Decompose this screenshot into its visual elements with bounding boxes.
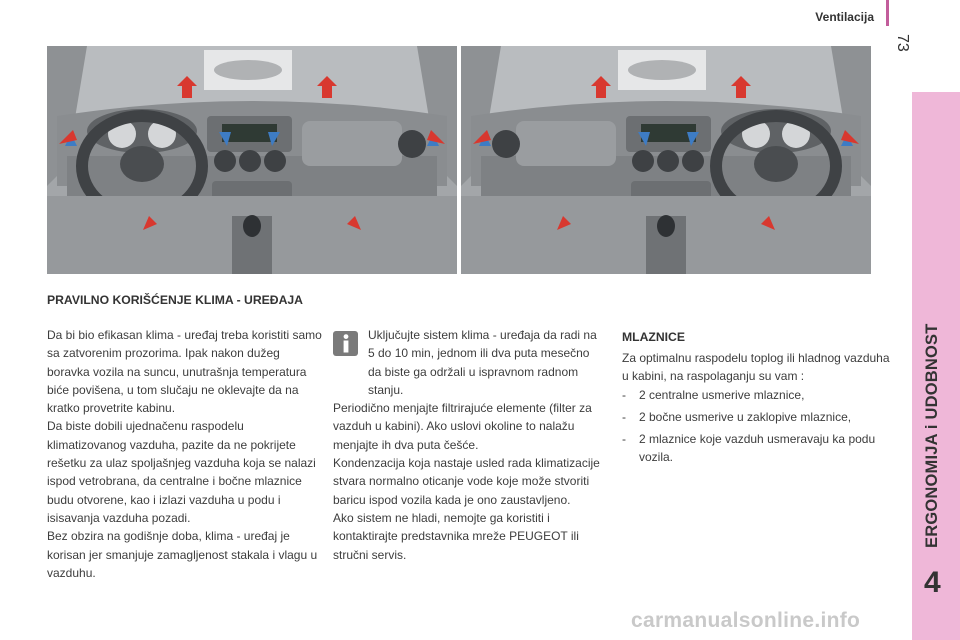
paragraph: Da bi bio efikasan klima - uređaj treba koristiti samo sa zatvorenim prozorima. Ipak nakon dužeg boravka vozila na suncu, unutrašnja temperatura biće povišena, u tom slučaju ne oklevajte da na kratko provetrite kabinu. bbox=[47, 328, 322, 416]
list-item bbox=[622, 386, 892, 404]
dashboard-airflow-illustration-right bbox=[461, 46, 871, 274]
list-item-text: 2 centralne usmerive mlaznice, bbox=[639, 387, 805, 402]
header-accent-rule bbox=[886, 0, 889, 26]
list-item bbox=[622, 430, 892, 467]
paragraph: Bez obzira na godišnje doba, klima - uređaj je korisan jer smanjuje zamagljenost stakala i vlagu u vazduhu. bbox=[47, 529, 318, 580]
page-number: 73 bbox=[894, 34, 911, 52]
watermark: carmanualsonline.info bbox=[631, 609, 861, 632]
paragraph: Ako sistem ne hladi, nemojte ga koristiti i kontaktirajte predstavnika mreže PEUGEOT ili stručni servis. bbox=[333, 510, 579, 562]
list-bullet: - bbox=[622, 409, 626, 424]
list-bullet: - bbox=[622, 387, 626, 402]
column-proper-use bbox=[47, 326, 323, 582]
paragraph: Uključujte sistem klima - uređaja da radi na 5 do 10 min, jednom ili dva puta mesečno da biste ga održali u ispravnom radnom stanju. bbox=[368, 328, 597, 397]
paragraph: Kondenzacija koja nastaje usled rada klimatizacije stvara normalno oticanje vode koje može stvoriti baricu ispod vozila kada je ono zaustavljeno. bbox=[333, 456, 600, 507]
paragraph: Periodično menjajte filtrirajuće elemente (filter za vazduh u kabini). Ako uslovi okoline to nalažu menjajte ih dva puta češće. bbox=[333, 401, 592, 452]
paragraph: Da biste dobili ujednačenu raspodelu klimatizovanog vazduha, pazite da ne pokrijete rešetku za ulaz spoljašnjeg vazduha koja se nalazi ispod vetrobrana, da centralne i bočne mlaznice budu otvorene, kao i izlazi vazduha u podu i isisavanja vazduha pozadi. bbox=[47, 419, 316, 525]
column-info-note bbox=[333, 326, 605, 564]
list-item-text: 2 bočne usmerive u zaklopive mlaznice, bbox=[639, 409, 852, 424]
heading-vents: MLAZNICE bbox=[622, 330, 685, 344]
chapter-number: 4 bbox=[924, 566, 941, 599]
list-bullet: - bbox=[622, 432, 626, 447]
chapter-tab-label: ERGONOMIJA i UDOBNOST bbox=[923, 323, 941, 548]
list-item-text: 2 mlaznice koje vazduh usmeravaju ka podu vozila. bbox=[639, 432, 876, 465]
paragraph: Za optimalnu raspodelu toplog ili hladnog vazduha u kabini, na raspolaganju su vam : bbox=[622, 351, 890, 384]
heading-proper-use: PRAVILNO KORIŠĆENJE KLIMA - UREĐAJA bbox=[47, 293, 303, 307]
list-item bbox=[622, 408, 892, 426]
dashboard-illustration-svg bbox=[461, 46, 871, 274]
dashboard-illustration-svg bbox=[47, 46, 457, 274]
dashboard-airflow-illustration-left bbox=[47, 46, 457, 274]
section-title: Ventilacija bbox=[815, 10, 874, 24]
column-vents bbox=[622, 349, 892, 467]
